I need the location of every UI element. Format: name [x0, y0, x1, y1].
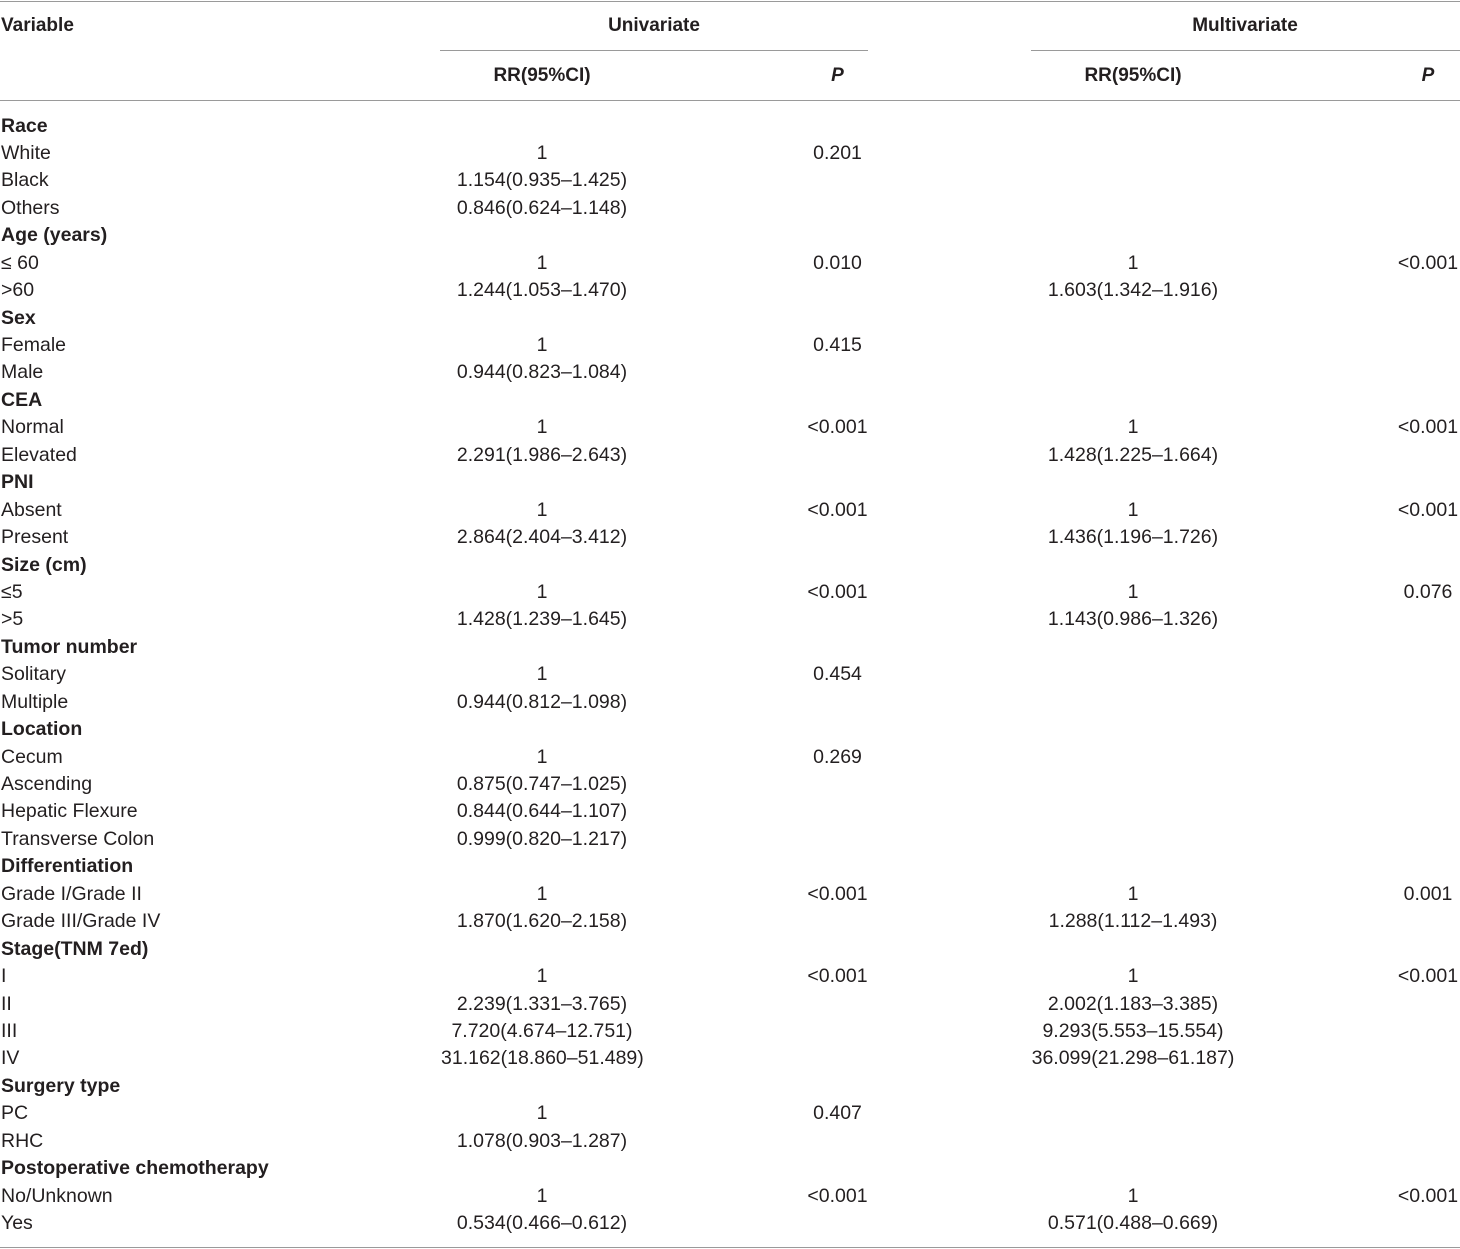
variable-cell: Yes: [1, 1212, 33, 1234]
multivariate-rr-cell: 1.143(0.986–1.326): [1047, 608, 1219, 631]
table-body: [0, 113, 1460, 1238]
univariate-rr-cell: 1: [536, 745, 548, 768]
univariate-rr-cell: 2.864(2.404–3.412): [456, 526, 628, 549]
variable-cell: >5: [1, 608, 24, 631]
table-row: [0, 798, 1460, 825]
multivariate-rr-header: RR(95%CI): [1084, 65, 1182, 86]
multivariate-p-cell: <0.001: [1397, 251, 1459, 274]
table-row: [0, 771, 1460, 798]
univariate-rr-cell: 1.244(1.053–1.470): [456, 279, 628, 302]
variable-cell: ≤5: [1, 580, 23, 603]
variable-cell: Race: [1, 114, 48, 137]
multivariate-p-cell: 0.001: [1403, 882, 1453, 905]
variable-cell: Surgery type: [1, 1074, 121, 1097]
group-row: [0, 1155, 1460, 1182]
group-row: [0, 716, 1460, 743]
univariate-p-cell: <0.001: [807, 965, 868, 988]
table-row: [0, 442, 1460, 469]
univariate-p-cell: 0.269: [813, 745, 862, 768]
univariate-rr-header: RR(95%CI): [493, 65, 591, 86]
multivariate-rr-cell: 1: [1127, 1184, 1139, 1207]
univariate-rr-cell: 1: [536, 498, 548, 521]
univariate-p-cell: <0.001: [807, 580, 868, 603]
univariate-rr-cell: 0.944(0.823–1.084): [456, 361, 628, 384]
variable-cell: Multiple: [1, 690, 69, 713]
multivariate-rr-cell: 1: [1127, 882, 1139, 905]
univariate-rr-cell: 0.999(0.820–1.217): [456, 827, 628, 850]
variable-cell: >60: [1, 279, 35, 302]
variable-cell: Black: [1, 169, 49, 192]
group-row: [0, 1073, 1460, 1100]
univariate-rr-cell: 1: [536, 882, 548, 905]
multivariate-rr-cell: 1.436(1.196–1.726): [1047, 526, 1219, 549]
variable-cell: CEA: [1, 388, 43, 411]
univariate-rr-cell: 0.846(0.624–1.148): [456, 196, 628, 219]
univariate-rr-cell: 0.875(0.747–1.025): [456, 773, 628, 795]
multivariate-rr-cell: 1.428(1.225–1.664): [1047, 443, 1219, 466]
univariate-p-header: P: [831, 65, 844, 86]
variable-cell: Stage(TNM 7ed): [1, 937, 149, 960]
univariate-p-cell: <0.001: [807, 882, 868, 905]
univariate-rr-cell: 7.720(4.674–12.751): [451, 1019, 633, 1042]
univariate-p-cell: 0.010: [813, 251, 862, 274]
header-rule: [0, 100, 1460, 101]
variable-cell: Postoperative chemotherapy: [1, 1157, 269, 1180]
univariate-p-cell: 0.454: [813, 663, 862, 686]
variable-cell: II: [1, 992, 12, 1015]
multivariate-rr-cell: 9.293(5.553–15.554): [1042, 1019, 1224, 1042]
table-row: [0, 1183, 1460, 1210]
univariate-rr-cell: 0.944(0.812–1.098): [456, 690, 628, 713]
univariate-p-cell: <0.001: [807, 416, 868, 439]
univariate-underline: [440, 50, 868, 51]
univariate-rr-cell: 1.428(1.239–1.645): [456, 608, 628, 631]
univariate-rr-cell: 0.844(0.644–1.107): [456, 800, 628, 823]
bottom-rule: [0, 1247, 1460, 1248]
table-row: [0, 606, 1460, 633]
table-row: [0, 140, 1460, 167]
table-row: [0, 963, 1460, 990]
univariate-p-cell: <0.001: [807, 1184, 868, 1207]
multivariate-rr-cell: 1: [1127, 416, 1139, 439]
multivariate-rr-cell: 1: [1127, 498, 1139, 521]
variable-cell: I: [1, 965, 7, 988]
table-row: [0, 826, 1460, 853]
variable-cell: ≤ 60: [1, 251, 39, 274]
group-row: [0, 853, 1460, 880]
univariate-p-cell: 0.407: [813, 1102, 862, 1125]
table-row: [0, 359, 1460, 386]
univariate-rr-cell: 1: [536, 1102, 548, 1125]
variable-cell: Solitary: [1, 663, 67, 686]
univariate-rr-cell: 2.291(1.986–2.643): [456, 443, 628, 466]
univariate-rr-cell: 1: [536, 965, 548, 988]
univariate-rr-cell: 1: [536, 416, 548, 439]
variable-cell: Others: [1, 196, 60, 219]
variable-cell: Normal: [1, 416, 64, 439]
table-row: [0, 1100, 1460, 1127]
univariate-p-cell: <0.001: [807, 498, 868, 521]
multivariate-rr-cell: 0.571(0.488–0.669): [1047, 1212, 1219, 1234]
group-row: [0, 469, 1460, 496]
table-row: [0, 1018, 1460, 1045]
univariate-header: Univariate: [608, 15, 700, 36]
univariate-rr-cell: 1.154(0.935–1.425): [456, 169, 628, 192]
variable-cell: No/Unknown: [1, 1184, 113, 1207]
variable-cell: Sex: [1, 306, 36, 329]
variable-cell: Female: [1, 334, 67, 356]
multivariate-rr-cell: 1.603(1.342–1.916): [1047, 279, 1219, 302]
univariate-p-cell: 0.415: [813, 334, 862, 356]
variable-cell: Tumor number: [1, 635, 138, 658]
univariate-rr-cell: 1: [536, 1184, 548, 1207]
multivariate-p-cell: <0.001: [1397, 498, 1459, 521]
variable-cell: Absent: [1, 498, 62, 521]
univariate-p-cell: 0.201: [813, 141, 862, 164]
variable-cell: IV: [1, 1047, 20, 1070]
variable-cell: Size (cm): [1, 553, 87, 576]
variable-cell: Location: [1, 718, 83, 741]
variable-cell: Ascending: [1, 773, 93, 795]
univariate-rr-cell: 1.078(0.903–1.287): [456, 1129, 628, 1152]
univariate-rr-cell: 1: [536, 334, 548, 356]
multivariate-underline: [1031, 50, 1460, 51]
variable-cell: Cecum: [1, 745, 63, 768]
group-row: [0, 222, 1460, 249]
table-row: [0, 689, 1460, 716]
table-row: [0, 497, 1460, 524]
multivariate-rr-cell: 1: [1127, 965, 1139, 988]
univariate-rr-cell: 1: [536, 580, 548, 603]
multivariate-p-cell: <0.001: [1397, 1184, 1459, 1207]
multivariate-rr-cell: 36.099(21.298–61.187): [1031, 1047, 1235, 1070]
table-row: [0, 250, 1460, 277]
variable-cell: Male: [1, 361, 44, 384]
table-row: [0, 195, 1460, 222]
univariate-rr-cell: 1: [536, 141, 548, 164]
univariate-rr-cell: 1.870(1.620–2.158): [456, 910, 628, 933]
univariate-rr-cell: 0.534(0.466–0.612): [456, 1212, 628, 1234]
group-row: [0, 634, 1460, 661]
table-row: [0, 661, 1460, 688]
multivariate-p-header: P: [1421, 65, 1435, 86]
multivariate-p-cell: <0.001: [1397, 416, 1459, 439]
variable-cell: Differentiation: [1, 855, 134, 878]
multivariate-p-cell: 0.076: [1403, 580, 1453, 603]
table-row: [0, 524, 1460, 551]
group-row: [0, 552, 1460, 579]
table-row: [0, 881, 1460, 908]
table-row: [0, 1128, 1460, 1155]
variable-cell: RHC: [1, 1129, 44, 1152]
variable-cell: White: [1, 141, 51, 164]
variable-cell: Grade III/Grade IV: [1, 910, 161, 933]
table-row: [0, 332, 1460, 359]
variable-cell: Age (years): [1, 224, 108, 247]
table-row: [0, 908, 1460, 935]
table-row: [0, 277, 1460, 304]
group-row: [0, 936, 1460, 963]
multivariate-rr-cell: 2.002(1.183–3.385): [1047, 992, 1219, 1015]
variable-cell: III: [1, 1019, 18, 1042]
variable-cell: Elevated: [1, 443, 77, 466]
group-row: [0, 113, 1460, 140]
table-row: [0, 1210, 1460, 1237]
variable-cell: Present: [1, 526, 69, 549]
multivariate-rr-cell: 1: [1127, 251, 1139, 274]
variable-header: Variable: [1, 15, 74, 36]
multivariate-rr-cell: 1.288(1.112–1.493): [1048, 910, 1218, 933]
top-rule: [0, 1, 1460, 2]
variable-cell: PC: [1, 1102, 29, 1125]
group-row: [0, 305, 1460, 332]
multivariate-header: Multivariate: [1192, 15, 1298, 36]
table-row: [0, 1045, 1460, 1072]
group-row: [0, 387, 1460, 414]
univariate-rr-cell: 2.239(1.331–3.765): [456, 992, 628, 1015]
univariate-rr-cell: 31.162(18.860–51.489): [441, 1047, 644, 1070]
table-row: [0, 744, 1460, 771]
variable-cell: Transverse Colon: [1, 827, 155, 850]
variable-cell: Grade I/Grade II: [1, 882, 142, 905]
univariate-rr-cell: 1: [536, 251, 548, 274]
table-row: [0, 579, 1460, 606]
multivariate-rr-cell: 1: [1127, 580, 1139, 603]
multivariate-p-cell: <0.001: [1397, 965, 1459, 988]
table-row: [0, 991, 1460, 1018]
univariate-rr-cell: 1: [536, 663, 548, 686]
variable-cell: PNI: [1, 471, 34, 494]
table-row: [0, 414, 1460, 441]
variable-cell: Hepatic Flexure: [1, 800, 138, 823]
table-row: [0, 167, 1460, 194]
